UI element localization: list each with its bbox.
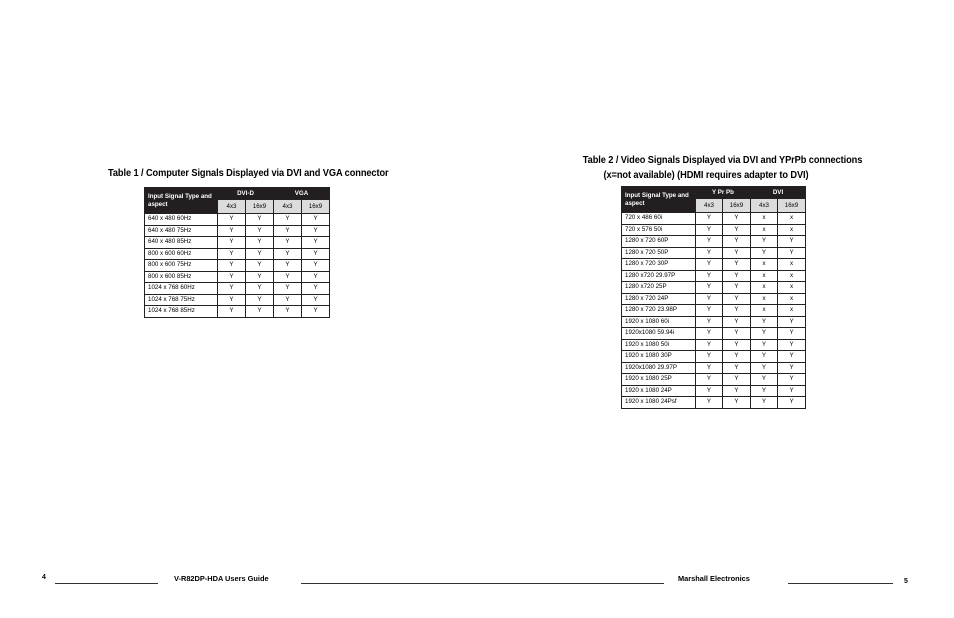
table1-body — [145, 214, 330, 318]
table2-subcol: 4x3 — [751, 199, 778, 213]
support-cell: Y — [696, 259, 723, 271]
table-row — [622, 328, 806, 340]
row-label: 1920 x 1080 24Psf — [622, 397, 696, 409]
support-cell: Y — [751, 316, 778, 328]
support-cell: Y — [246, 294, 274, 306]
support-cell: Y — [218, 306, 246, 318]
table1-subcol: 16x9 — [246, 200, 274, 214]
table2-title-line1: Table 2 / Video Signals Displayed via DVI and YPrPb connections — [582, 154, 863, 166]
support-cell: Y — [246, 283, 274, 295]
table-row — [622, 397, 806, 409]
company-name: Marshall Electronics — [678, 574, 750, 583]
support-cell: Y — [751, 339, 778, 351]
support-cell: Y — [696, 397, 723, 409]
support-cell: Y — [302, 283, 330, 295]
table-row — [622, 305, 806, 317]
table-row — [145, 294, 330, 306]
support-cell: Y — [274, 306, 302, 318]
row-label: 1024 x 768 85Hz — [145, 306, 218, 318]
support-cell: Y — [723, 305, 751, 317]
support-cell: Y — [778, 247, 806, 259]
table1-subcol: 16x9 — [302, 200, 330, 214]
support-cell: Y — [723, 362, 751, 374]
support-cell: Y — [218, 283, 246, 295]
support-cell: x — [778, 213, 806, 225]
computer-signals-table — [144, 187, 330, 318]
row-label: 640 x 480 75Hz — [145, 225, 218, 237]
support-cell: Y — [723, 259, 751, 271]
support-cell: Y — [274, 248, 302, 260]
support-cell: Y — [218, 260, 246, 272]
support-cell: Y — [218, 271, 246, 283]
table2-corner-header: Input Signal Type and aspect — [622, 187, 696, 213]
support-cell: Y — [696, 247, 723, 259]
row-label: 1920x1080 59.94i — [622, 328, 696, 340]
left-page-number: 4 — [42, 574, 46, 581]
row-label: 640 x 480 85Hz — [145, 237, 218, 249]
support-cell: x — [778, 270, 806, 282]
support-cell: Y — [696, 362, 723, 374]
support-cell: Y — [723, 328, 751, 340]
support-cell: x — [778, 224, 806, 236]
support-cell: Y — [723, 236, 751, 248]
support-cell: Y — [302, 260, 330, 272]
footer-rule — [301, 583, 664, 584]
support-cell: Y — [696, 328, 723, 340]
support-cell: Y — [778, 362, 806, 374]
row-label: 640 x 480 60Hz — [145, 214, 218, 226]
support-cell: Y — [274, 294, 302, 306]
row-label: 1280 x 720 60P — [622, 236, 696, 248]
support-cell: x — [778, 282, 806, 294]
support-cell: x — [751, 282, 778, 294]
guide-title: V-R82DP-HDA Users Guide — [174, 574, 269, 583]
support-cell: Y — [723, 397, 751, 409]
support-cell: Y — [274, 225, 302, 237]
support-cell: Y — [751, 351, 778, 363]
support-cell: x — [751, 270, 778, 282]
table-row — [622, 224, 806, 236]
row-label: 1920 x 1080 60i — [622, 316, 696, 328]
support-cell: Y — [246, 260, 274, 272]
row-label: 1920 x 1080 50i — [622, 339, 696, 351]
support-cell: Y — [723, 247, 751, 259]
support-cell: Y — [751, 374, 778, 386]
row-label: 720 x 486 60i — [622, 213, 696, 225]
table-row — [622, 385, 806, 397]
support-cell: Y — [751, 385, 778, 397]
support-cell: Y — [696, 282, 723, 294]
support-cell: Y — [218, 214, 246, 226]
table-row — [622, 247, 806, 259]
right-page-number: 5 — [904, 578, 908, 585]
row-label: 1920 x 1080 25P — [622, 374, 696, 386]
table-row — [622, 259, 806, 271]
support-cell: Y — [723, 293, 751, 305]
support-cell: Y — [751, 397, 778, 409]
row-label: 800 x 600 85Hz — [145, 271, 218, 283]
table2-subcol: 16x9 — [778, 199, 806, 213]
support-cell: Y — [246, 248, 274, 260]
row-label: 720 x 576 50i — [622, 224, 696, 236]
table-row — [622, 362, 806, 374]
support-cell: Y — [723, 385, 751, 397]
table1-group-dvi-d: DVI-D — [218, 188, 274, 200]
support-cell: Y — [696, 351, 723, 363]
support-cell: Y — [696, 236, 723, 248]
table-row — [622, 213, 806, 225]
support-cell: x — [751, 224, 778, 236]
table-row — [622, 293, 806, 305]
support-cell: x — [751, 259, 778, 271]
support-cell: x — [751, 213, 778, 225]
support-cell: Y — [778, 374, 806, 386]
video-signals-table — [621, 186, 806, 409]
table-row — [145, 283, 330, 295]
table-row — [622, 374, 806, 386]
support-cell: Y — [751, 328, 778, 340]
support-cell: Y — [274, 283, 302, 295]
table1-corner-header: Input Signal Type and aspect — [145, 188, 218, 214]
row-label: 1920 x 1080 30P — [622, 351, 696, 363]
table2-title-line2: (x=not available) (HDMI requires adapter to DVI) — [603, 168, 809, 181]
row-label: 1280 x 720 50P — [622, 247, 696, 259]
support-cell: Y — [778, 339, 806, 351]
support-cell: x — [778, 259, 806, 271]
support-cell: Y — [302, 306, 330, 318]
table-row — [622, 339, 806, 351]
support-cell: Y — [723, 282, 751, 294]
row-label: 1280 x 720 30P — [622, 259, 696, 271]
table-row — [622, 236, 806, 248]
support-cell: Y — [751, 236, 778, 248]
support-cell: Y — [778, 328, 806, 340]
table-row — [145, 248, 330, 260]
row-label: 800 x 600 60Hz — [145, 248, 218, 260]
support-cell: Y — [778, 236, 806, 248]
support-cell: Y — [723, 351, 751, 363]
row-label: 1280 x720 29.97P — [622, 270, 696, 282]
support-cell: Y — [778, 385, 806, 397]
support-cell: Y — [723, 224, 751, 236]
support-cell: Y — [696, 305, 723, 317]
table-row — [622, 282, 806, 294]
table1-title: Table 1 / Computer Signals Displayed via DVI and VGA connector — [108, 167, 389, 179]
support-cell: Y — [274, 260, 302, 272]
support-cell: Y — [274, 271, 302, 283]
support-cell: Y — [302, 214, 330, 226]
support-cell: Y — [723, 213, 751, 225]
table-row — [145, 225, 330, 237]
footer-rule — [788, 583, 893, 584]
table2-group-yprpb: Y Pr Pb — [696, 187, 751, 199]
support-cell: Y — [218, 248, 246, 260]
support-cell: Y — [274, 214, 302, 226]
support-cell: Y — [778, 316, 806, 328]
support-cell: x — [778, 305, 806, 317]
support-cell: Y — [696, 224, 723, 236]
support-cell: Y — [696, 293, 723, 305]
support-cell: Y — [778, 397, 806, 409]
support-cell: Y — [696, 339, 723, 351]
table-row — [145, 271, 330, 283]
support-cell: Y — [696, 270, 723, 282]
row-label: 1280 x 720 23.98P — [622, 305, 696, 317]
support-cell: Y — [751, 247, 778, 259]
row-label: 1024 x 768 60Hz — [145, 283, 218, 295]
support-cell: Y — [302, 294, 330, 306]
table1-subcol: 4x3 — [218, 200, 246, 214]
support-cell: Y — [696, 385, 723, 397]
support-cell: Y — [246, 306, 274, 318]
table-row — [145, 237, 330, 249]
row-label: 1280 x 720 24P — [622, 293, 696, 305]
support-cell: Y — [302, 237, 330, 249]
table-row — [145, 214, 330, 226]
support-cell: x — [778, 293, 806, 305]
table-row — [622, 270, 806, 282]
table-row — [622, 316, 806, 328]
support-cell: Y — [751, 362, 778, 374]
table-row — [622, 351, 806, 363]
support-cell: Y — [218, 225, 246, 237]
row-label: 800 x 600 75Hz — [145, 260, 218, 272]
support-cell: Y — [246, 237, 274, 249]
support-cell: Y — [302, 225, 330, 237]
support-cell: Y — [246, 225, 274, 237]
table-row — [145, 260, 330, 272]
table1-group-vga: VGA — [274, 188, 330, 200]
support-cell: Y — [696, 213, 723, 225]
table2-body — [622, 213, 806, 409]
support-cell: x — [751, 293, 778, 305]
support-cell: Y — [723, 374, 751, 386]
support-cell: Y — [218, 237, 246, 249]
footer-rule — [55, 583, 158, 584]
support-cell: Y — [723, 270, 751, 282]
row-label: 1280 x720 25P — [622, 282, 696, 294]
support-cell: Y — [302, 271, 330, 283]
row-label: 1920x1080 29.97P — [622, 362, 696, 374]
table2-subcol: 16x9 — [723, 199, 751, 213]
table2-title — [582, 153, 863, 182]
support-cell: Y — [778, 351, 806, 363]
table1-subcol: 4x3 — [274, 200, 302, 214]
table-row — [145, 306, 330, 318]
support-cell: Y — [218, 294, 246, 306]
support-cell: Y — [246, 214, 274, 226]
support-cell: Y — [246, 271, 274, 283]
support-cell: Y — [723, 316, 751, 328]
support-cell: Y — [696, 374, 723, 386]
support-cell: x — [751, 305, 778, 317]
support-cell: Y — [723, 339, 751, 351]
table2-group-dvi: DVI — [751, 187, 806, 199]
row-label: 1024 x 768 75Hz — [145, 294, 218, 306]
table2-subcol: 4x3 — [696, 199, 723, 213]
support-cell: Y — [696, 316, 723, 328]
row-label: 1920 x 1080 24P — [622, 385, 696, 397]
support-cell: Y — [274, 237, 302, 249]
support-cell: Y — [302, 248, 330, 260]
